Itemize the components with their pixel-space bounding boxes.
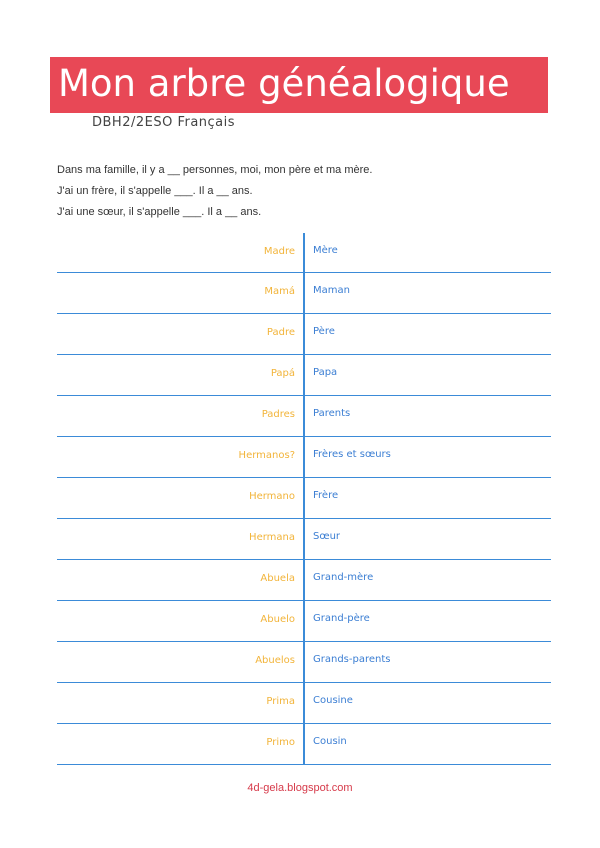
footer-blog-link[interactable]: 4d-gela.blogspot.com	[247, 782, 353, 794]
column-divider	[303, 273, 305, 313]
french-word: Sœur	[313, 531, 341, 542]
spanish-word: Papá	[270, 368, 295, 379]
vocab-row-abuelo	[57, 601, 551, 642]
column-divider	[303, 478, 305, 518]
vocab-row-abuelos	[57, 642, 551, 683]
column-divider	[303, 601, 305, 641]
vocab-row-hermano	[57, 478, 551, 519]
french-word: Grands-parents	[313, 654, 391, 665]
column-divider	[303, 642, 305, 682]
column-divider	[303, 396, 305, 436]
vocab-row-mama	[57, 273, 551, 314]
spanish-word: Padre	[266, 327, 295, 338]
spanish-word: Padres	[261, 409, 295, 420]
spanish-word: Hermana	[249, 532, 295, 543]
vocab-row-papa	[57, 355, 551, 396]
french-word: Père	[313, 326, 335, 337]
spanish-word: Madre	[263, 246, 295, 257]
french-word: Frères et sœurs	[313, 449, 391, 460]
french-word: Cousin	[313, 736, 347, 747]
column-divider	[303, 355, 305, 395]
spanish-word: Hermanos?	[238, 450, 295, 461]
french-word: Cousine	[313, 695, 353, 706]
french-word: Grand-père	[313, 613, 370, 624]
intro-paragraph	[57, 160, 372, 223]
page-subtitle: DBH2/2ESO Français	[92, 115, 236, 130]
column-divider	[303, 233, 305, 272]
vocab-row-prima	[57, 683, 551, 724]
vocab-row-abuela	[57, 560, 551, 601]
intro-line-sister: J'ai une sœur, il s'appelle ___. Il a __ ans.	[57, 206, 262, 218]
spanish-word: Abuelos	[255, 655, 295, 666]
vocab-row-hermana	[57, 519, 551, 560]
french-word: Mère	[313, 245, 338, 256]
french-word: Maman	[313, 285, 350, 296]
vocab-row-primo	[57, 724, 551, 765]
column-divider	[303, 519, 305, 559]
spanish-word: Primo	[266, 737, 295, 748]
french-word: Frère	[313, 490, 339, 501]
vocab-row-madre	[57, 233, 551, 273]
column-divider	[303, 560, 305, 600]
vocab-row-padre	[57, 314, 551, 355]
column-divider	[303, 314, 305, 354]
spanish-word: Abuelo	[260, 614, 295, 625]
vocabulary-table	[57, 233, 551, 765]
intro-line-brother: J'ai un frère, il s'appelle ___. Il a __ ans.	[57, 185, 253, 197]
vocab-row-padres	[57, 396, 551, 437]
french-word: Grand-mère	[313, 572, 374, 583]
spanish-word: Mamá	[264, 286, 295, 297]
intro-line-family: Dans ma famille, il y a __ personnes, moi, mon père et ma mère.	[57, 164, 373, 176]
vocab-row-hermanos	[57, 437, 551, 478]
column-divider	[303, 724, 305, 764]
column-divider	[303, 437, 305, 477]
column-divider	[303, 683, 305, 723]
french-word: Papa	[313, 367, 338, 378]
spanish-word: Prima	[266, 696, 295, 707]
spanish-word: Abuela	[260, 573, 295, 584]
french-word: Parents	[313, 408, 351, 419]
page-title: Mon arbre généalogique	[58, 62, 510, 105]
spanish-word: Hermano	[249, 491, 295, 502]
